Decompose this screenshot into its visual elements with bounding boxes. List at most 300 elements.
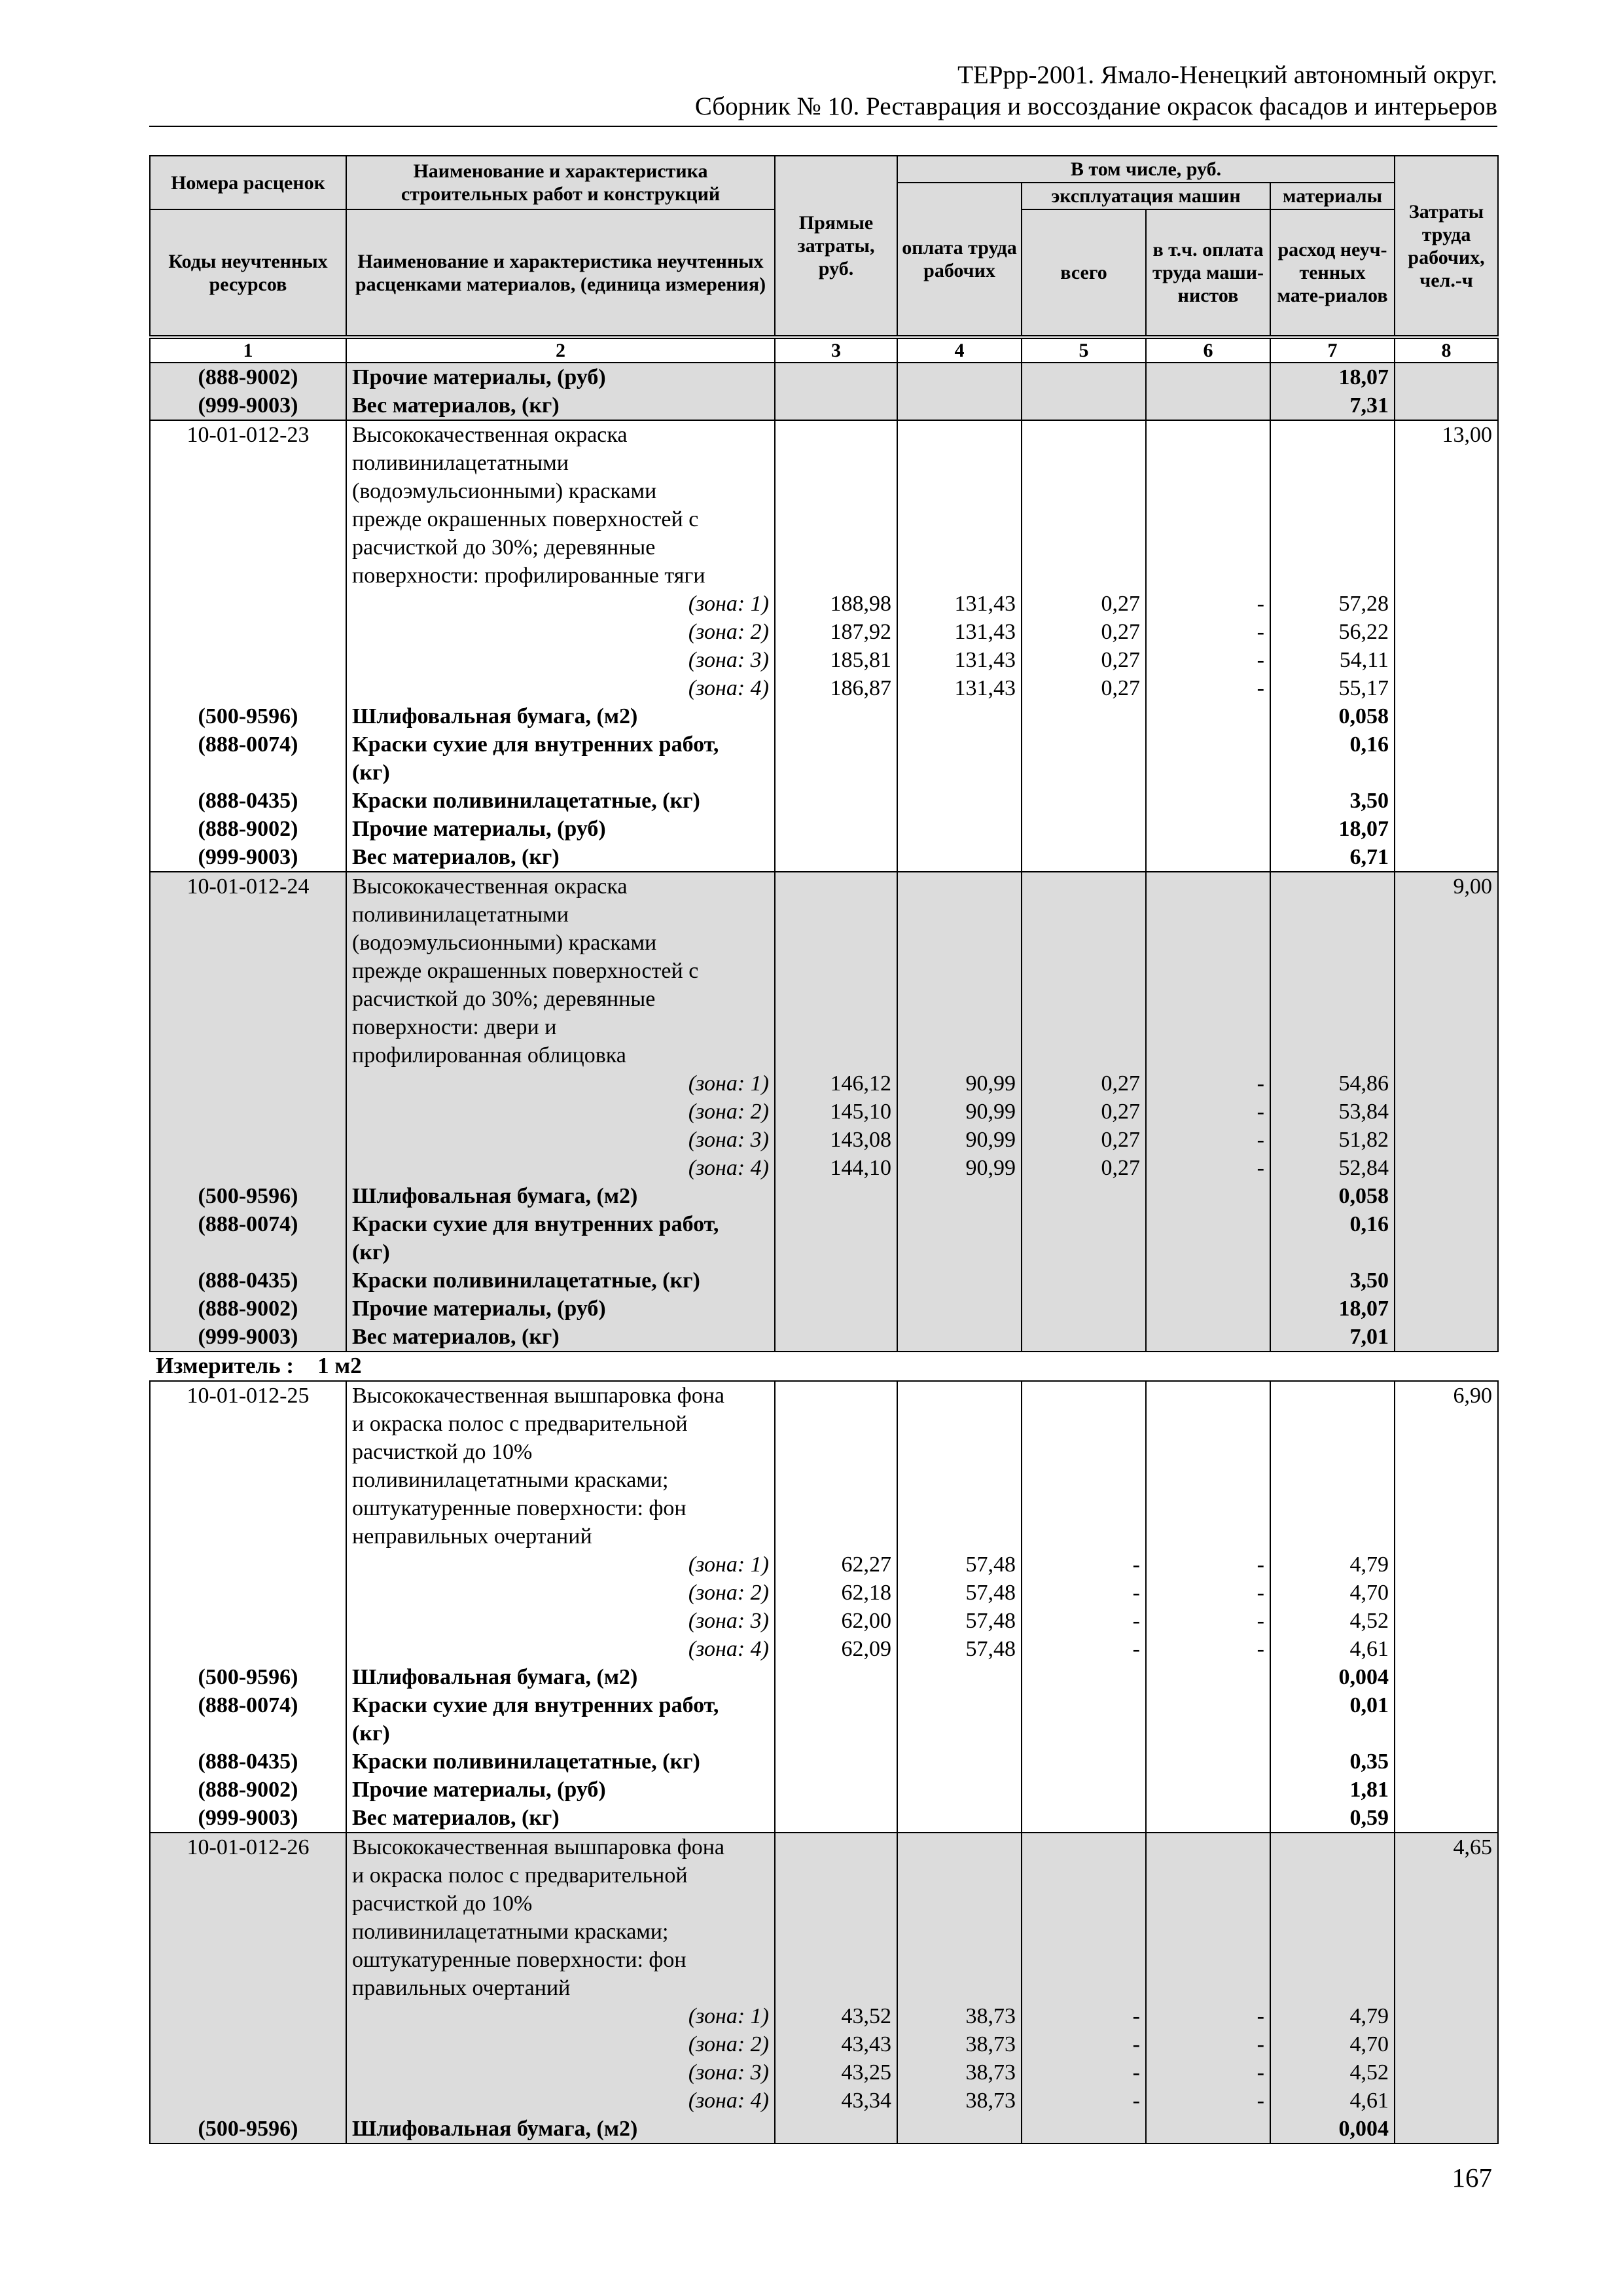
empty-cell bbox=[1022, 1890, 1146, 1918]
operator-pay: - bbox=[1146, 2058, 1270, 2087]
rate-description: Высококачественная окраска bbox=[346, 872, 775, 901]
direct-cost: 43,25 bbox=[775, 2058, 897, 2087]
empty-cell bbox=[775, 1833, 897, 1861]
col-num-5: 5 bbox=[1022, 338, 1146, 363]
empty-cell bbox=[150, 985, 346, 1013]
materials-cost: 4,52 bbox=[1270, 1607, 1395, 1635]
empty-cell bbox=[775, 1719, 897, 1748]
col-header-material-use: расход неуч-тенных мате-риалов bbox=[1270, 209, 1395, 336]
worker-pay: 131,43 bbox=[897, 618, 1022, 646]
empty-cell bbox=[1395, 1266, 1498, 1295]
resource-name: Шлифовальная бумага, (м2) bbox=[346, 1182, 775, 1210]
resource-code: (888-0435) bbox=[150, 1748, 346, 1776]
empty-cell bbox=[1270, 420, 1395, 449]
rate-description: поливинилацетатными bbox=[346, 449, 775, 477]
direct-cost: 43,52 bbox=[775, 2002, 897, 2030]
empty-cell bbox=[1022, 562, 1146, 590]
machines-total: - bbox=[1022, 1579, 1146, 1607]
rate-code: 10-01-012-25 bbox=[150, 1381, 346, 1410]
empty-cell bbox=[775, 363, 897, 391]
machines-total: - bbox=[1022, 2058, 1146, 2087]
resource-row bbox=[150, 1295, 1498, 1323]
resource-name: (кг) bbox=[346, 759, 775, 787]
empty-cell bbox=[1022, 1013, 1146, 1041]
resource-row bbox=[150, 391, 1498, 420]
empty-cell bbox=[897, 1266, 1022, 1295]
empty-cell bbox=[1146, 1266, 1270, 1295]
resource-row bbox=[150, 363, 1498, 391]
zone-row bbox=[150, 1154, 1498, 1182]
resource-row bbox=[150, 787, 1498, 815]
machines-total: 0,27 bbox=[1022, 590, 1146, 618]
resource-code: (888-9002) bbox=[150, 815, 346, 843]
empty-cell bbox=[1395, 1663, 1498, 1691]
operator-pay: - bbox=[1146, 1579, 1270, 1607]
empty-cell bbox=[1022, 2115, 1146, 2144]
empty-cell bbox=[1395, 1438, 1498, 1466]
empty-cell bbox=[1146, 1323, 1270, 1352]
resource-row bbox=[150, 702, 1498, 730]
col-num-8: 8 bbox=[1395, 338, 1498, 363]
empty-cell bbox=[1022, 759, 1146, 787]
empty-cell bbox=[150, 1126, 346, 1154]
description-row bbox=[150, 449, 1498, 477]
empty-cell bbox=[150, 1069, 346, 1098]
resource-name: Шлифовальная бумага, (м2) bbox=[346, 2115, 775, 2144]
resource-row bbox=[150, 1238, 1498, 1266]
empty-cell bbox=[775, 929, 897, 957]
empty-cell bbox=[897, 815, 1022, 843]
empty-cell bbox=[1395, 1069, 1498, 1098]
direct-cost: 43,34 bbox=[775, 2087, 897, 2115]
zone-row bbox=[150, 1635, 1498, 1663]
zone-label: (зона: 3) bbox=[346, 1126, 775, 1154]
resource-name: (кг) bbox=[346, 1238, 775, 1266]
machines-total: - bbox=[1022, 1635, 1146, 1663]
zone-label: (зона: 2) bbox=[346, 2030, 775, 2058]
rate-description: правильных очертаний bbox=[346, 1974, 775, 2002]
empty-cell bbox=[1022, 1918, 1146, 1946]
empty-cell bbox=[897, 1295, 1022, 1323]
empty-cell bbox=[1395, 1551, 1498, 1579]
empty-cell bbox=[1146, 1691, 1270, 1719]
empty-cell bbox=[1022, 420, 1146, 449]
empty-cell bbox=[897, 505, 1022, 533]
rate-block bbox=[150, 1833, 1498, 2144]
empty-cell bbox=[775, 1776, 897, 1804]
empty-cell bbox=[775, 1918, 897, 1946]
direct-cost: 143,08 bbox=[775, 1126, 897, 1154]
materials-cost: 51,82 bbox=[1270, 1126, 1395, 1154]
col-header-resource-codes: Коды неучтенных ресурсов bbox=[150, 209, 346, 336]
resource-qty: 6,71 bbox=[1270, 843, 1395, 872]
resource-code bbox=[150, 759, 346, 787]
resource-row bbox=[150, 1776, 1498, 1804]
empty-cell bbox=[150, 957, 346, 985]
rate-description: Высококачественная вышпаровка фона bbox=[346, 1381, 775, 1410]
empty-cell bbox=[150, 1410, 346, 1438]
materials-cost: 4,70 bbox=[1270, 2030, 1395, 2058]
empty-cell bbox=[1022, 1663, 1146, 1691]
operator-pay: - bbox=[1146, 1635, 1270, 1663]
col-header-work-name: Наименование и характеристика строительных работ и конструкций bbox=[346, 156, 775, 209]
zone-label: (зона: 3) bbox=[346, 646, 775, 674]
empty-cell bbox=[897, 477, 1022, 505]
empty-cell bbox=[775, 815, 897, 843]
zone-label: (зона: 1) bbox=[346, 1551, 775, 1579]
empty-cell bbox=[1395, 2087, 1498, 2115]
empty-cell bbox=[897, 1522, 1022, 1551]
empty-cell bbox=[1022, 1438, 1146, 1466]
resource-code: (999-9003) bbox=[150, 1323, 346, 1352]
resource-row bbox=[150, 1210, 1498, 1238]
empty-cell bbox=[150, 1861, 346, 1890]
rate-description: расчисткой до 10% bbox=[346, 1890, 775, 1918]
resource-name: Прочие материалы, (руб) bbox=[346, 1295, 775, 1323]
empty-cell bbox=[1146, 449, 1270, 477]
machines-total: 0,27 bbox=[1022, 1098, 1146, 1126]
direct-cost: 62,00 bbox=[775, 1607, 897, 1635]
materials-cost: 57,28 bbox=[1270, 590, 1395, 618]
empty-cell bbox=[150, 2030, 346, 2058]
empty-cell bbox=[1270, 1438, 1395, 1466]
resource-qty: 3,50 bbox=[1270, 1266, 1395, 1295]
empty-cell bbox=[775, 702, 897, 730]
empty-cell bbox=[1146, 1833, 1270, 1861]
empty-cell bbox=[1146, 2115, 1270, 2144]
empty-cell bbox=[1270, 929, 1395, 957]
resource-row bbox=[150, 1748, 1498, 1776]
empty-cell bbox=[775, 1210, 897, 1238]
resource-code: (500-9596) bbox=[150, 1182, 346, 1210]
empty-cell bbox=[1270, 1522, 1395, 1551]
empty-cell bbox=[1395, 1238, 1498, 1266]
labor-hours: 13,00 bbox=[1395, 420, 1498, 449]
empty-cell bbox=[897, 1833, 1022, 1861]
empty-cell bbox=[1395, 1466, 1498, 1494]
machines-total: 0,27 bbox=[1022, 618, 1146, 646]
empty-cell bbox=[1270, 477, 1395, 505]
empty-cell bbox=[1395, 1890, 1498, 1918]
empty-cell bbox=[150, 533, 346, 562]
description-row bbox=[150, 1041, 1498, 1069]
materials-cost: 4,61 bbox=[1270, 2087, 1395, 2115]
empty-cell bbox=[1022, 1041, 1146, 1069]
empty-cell bbox=[1395, 1748, 1498, 1776]
rate-description: оштукатуренные поверхности: фон bbox=[346, 1946, 775, 1974]
resource-code: (500-9596) bbox=[150, 2115, 346, 2144]
empty-cell bbox=[1146, 1295, 1270, 1323]
empty-cell bbox=[897, 1210, 1022, 1238]
empty-cell bbox=[775, 391, 897, 420]
operator-pay: - bbox=[1146, 2002, 1270, 2030]
labor-hours: 6,90 bbox=[1395, 1381, 1498, 1410]
resource-code: (888-0074) bbox=[150, 1210, 346, 1238]
empty-cell bbox=[1146, 1890, 1270, 1918]
zone-row bbox=[150, 2002, 1498, 2030]
empty-cell bbox=[1395, 2115, 1498, 2144]
rate-description: оштукатуренные поверхности: фон bbox=[346, 1494, 775, 1522]
empty-cell bbox=[1146, 957, 1270, 985]
labor-hours: 9,00 bbox=[1395, 872, 1498, 901]
empty-cell bbox=[1022, 787, 1146, 815]
empty-cell bbox=[897, 985, 1022, 1013]
col-header-direct-costs: Прямые затраты, руб. bbox=[775, 156, 897, 336]
empty-cell bbox=[1022, 872, 1146, 901]
empty-cell bbox=[897, 363, 1022, 391]
empty-cell bbox=[1395, 1607, 1498, 1635]
empty-cell bbox=[897, 391, 1022, 420]
empty-cell bbox=[150, 646, 346, 674]
empty-cell bbox=[1395, 477, 1498, 505]
rate-description: расчисткой до 30%; деревянные bbox=[346, 985, 775, 1013]
empty-cell bbox=[1022, 449, 1146, 477]
worker-pay: 90,99 bbox=[897, 1126, 1022, 1154]
empty-cell bbox=[150, 505, 346, 533]
empty-cell bbox=[1146, 985, 1270, 1013]
empty-cell bbox=[150, 1438, 346, 1466]
empty-cell bbox=[775, 1804, 897, 1833]
description-row bbox=[150, 1381, 1498, 1410]
empty-cell bbox=[775, 957, 897, 985]
empty-cell bbox=[897, 901, 1022, 929]
empty-cell bbox=[897, 1438, 1022, 1466]
operator-pay: - bbox=[1146, 1069, 1270, 1098]
empty-cell bbox=[150, 477, 346, 505]
zone-row bbox=[150, 618, 1498, 646]
rate-description: Высококачественная вышпаровка фона bbox=[346, 1833, 775, 1861]
empty-cell bbox=[1022, 929, 1146, 957]
direct-cost: 62,09 bbox=[775, 1635, 897, 1663]
empty-cell bbox=[1395, 843, 1498, 872]
empty-cell bbox=[1270, 1974, 1395, 2002]
empty-cell bbox=[897, 1918, 1022, 1946]
direct-cost: 188,98 bbox=[775, 590, 897, 618]
worker-pay: 38,73 bbox=[897, 2087, 1022, 2115]
resource-code: (888-0074) bbox=[150, 1691, 346, 1719]
empty-cell bbox=[775, 449, 897, 477]
empty-cell bbox=[1270, 533, 1395, 562]
empty-cell bbox=[1270, 1041, 1395, 1069]
resource-row bbox=[150, 1323, 1498, 1352]
empty-cell bbox=[1395, 1946, 1498, 1974]
empty-cell bbox=[1022, 1522, 1146, 1551]
empty-cell bbox=[1022, 477, 1146, 505]
empty-cell bbox=[1395, 1494, 1498, 1522]
empty-cell bbox=[1022, 1804, 1146, 1833]
resource-code bbox=[150, 1238, 346, 1266]
empty-cell bbox=[1395, 562, 1498, 590]
empty-cell bbox=[897, 1041, 1022, 1069]
description-row bbox=[150, 929, 1498, 957]
zone-label: (зона: 1) bbox=[346, 1069, 775, 1098]
resource-name: Вес материалов, (кг) bbox=[346, 1804, 775, 1833]
resource-row bbox=[150, 730, 1498, 759]
direct-cost: 187,92 bbox=[775, 618, 897, 646]
empty-cell bbox=[775, 901, 897, 929]
description-row bbox=[150, 1974, 1498, 2002]
empty-cell bbox=[1022, 1974, 1146, 2002]
resource-qty: 0,59 bbox=[1270, 1804, 1395, 1833]
empty-cell bbox=[1395, 985, 1498, 1013]
description-row bbox=[150, 562, 1498, 590]
zone-row bbox=[150, 2058, 1498, 2087]
empty-cell bbox=[775, 787, 897, 815]
resource-qty: 0,01 bbox=[1270, 1691, 1395, 1719]
empty-cell bbox=[1022, 1861, 1146, 1890]
empty-cell bbox=[775, 730, 897, 759]
empty-cell bbox=[897, 2115, 1022, 2144]
resource-code: (999-9003) bbox=[150, 843, 346, 872]
empty-cell bbox=[1395, 1579, 1498, 1607]
empty-cell bbox=[1395, 1522, 1498, 1551]
col-num-6: 6 bbox=[1146, 338, 1270, 363]
description-row bbox=[150, 505, 1498, 533]
header-line-2: Сборник № 10. Реставрация и воссоздание окрасок фасадов и интерьеров bbox=[694, 92, 1497, 120]
description-row bbox=[150, 985, 1498, 1013]
zone-label: (зона: 1) bbox=[346, 590, 775, 618]
empty-cell bbox=[1146, 562, 1270, 590]
empty-cell bbox=[150, 618, 346, 646]
empty-cell bbox=[775, 1295, 897, 1323]
empty-cell bbox=[1022, 1833, 1146, 1861]
empty-cell bbox=[775, 843, 897, 872]
empty-cell bbox=[1146, 730, 1270, 759]
empty-cell bbox=[150, 562, 346, 590]
empty-cell bbox=[1146, 787, 1270, 815]
empty-cell bbox=[897, 1719, 1022, 1748]
machines-total: - bbox=[1022, 1607, 1146, 1635]
col-num-2: 2 bbox=[346, 338, 775, 363]
empty-cell bbox=[1022, 1381, 1146, 1410]
direct-cost: 146,12 bbox=[775, 1069, 897, 1098]
empty-cell bbox=[1395, 1719, 1498, 1748]
description-row bbox=[150, 1890, 1498, 1918]
table-header bbox=[149, 155, 1499, 336]
empty-cell bbox=[1022, 1238, 1146, 1266]
empty-cell bbox=[1146, 505, 1270, 533]
direct-cost: 62,18 bbox=[775, 1579, 897, 1607]
resource-row bbox=[150, 1266, 1498, 1295]
page-number: 167 bbox=[1452, 2162, 1492, 2193]
empty-cell bbox=[775, 505, 897, 533]
operator-pay: - bbox=[1146, 618, 1270, 646]
zone-label: (зона: 4) bbox=[346, 2087, 775, 2115]
empty-cell bbox=[1270, 1013, 1395, 1041]
resource-qty: 0,004 bbox=[1270, 2115, 1395, 2144]
empty-cell bbox=[1022, 1182, 1146, 1210]
empty-cell bbox=[1146, 1776, 1270, 1804]
empty-cell bbox=[897, 787, 1022, 815]
empty-cell bbox=[1270, 1918, 1395, 1946]
rate-block bbox=[150, 872, 1498, 1352]
empty-cell bbox=[775, 1466, 897, 1494]
empty-cell bbox=[1395, 590, 1498, 618]
direct-cost: 144,10 bbox=[775, 1154, 897, 1182]
zone-row bbox=[150, 590, 1498, 618]
empty-cell bbox=[897, 449, 1022, 477]
empty-cell bbox=[1146, 1946, 1270, 1974]
empty-cell bbox=[897, 1182, 1022, 1210]
zone-row bbox=[150, 1607, 1498, 1635]
worker-pay: 57,48 bbox=[897, 1607, 1022, 1635]
empty-cell bbox=[150, 590, 346, 618]
empty-cell bbox=[775, 1974, 897, 2002]
empty-cell bbox=[897, 1691, 1022, 1719]
empty-cell bbox=[150, 1974, 346, 2002]
empty-cell bbox=[150, 1918, 346, 1946]
empty-cell bbox=[1395, 1154, 1498, 1182]
empty-cell bbox=[1146, 1663, 1270, 1691]
empty-cell bbox=[150, 1890, 346, 1918]
rate-description: прежде окрашенных поверхностей с bbox=[346, 957, 775, 985]
measure-value: 1 м2 bbox=[317, 1353, 362, 1378]
empty-cell bbox=[897, 1804, 1022, 1833]
description-row bbox=[150, 477, 1498, 505]
empty-cell bbox=[1146, 1918, 1270, 1946]
empty-cell bbox=[1022, 1210, 1146, 1238]
worker-pay: 90,99 bbox=[897, 1098, 1022, 1126]
empty-cell bbox=[775, 1182, 897, 1210]
empty-cell bbox=[1395, 702, 1498, 730]
resource-qty: 0,35 bbox=[1270, 1748, 1395, 1776]
rate-description: профилированная облицовка bbox=[346, 1041, 775, 1069]
empty-cell bbox=[1146, 1719, 1270, 1748]
machines-total: - bbox=[1022, 2030, 1146, 2058]
resource-code: (888-0435) bbox=[150, 787, 346, 815]
resource-qty bbox=[1270, 1719, 1395, 1748]
empty-cell bbox=[150, 1013, 346, 1041]
worker-pay: 57,48 bbox=[897, 1551, 1022, 1579]
machines-total: - bbox=[1022, 2002, 1146, 2030]
resource-row bbox=[150, 1804, 1498, 1833]
materials-cost: 54,86 bbox=[1270, 1069, 1395, 1098]
direct-cost: 186,87 bbox=[775, 674, 897, 702]
empty-cell bbox=[775, 1691, 897, 1719]
rate-block bbox=[150, 1381, 1498, 1833]
col-num-3: 3 bbox=[775, 338, 897, 363]
empty-cell bbox=[1270, 872, 1395, 901]
header-line-1: ТЕРрр-2001. Ямало-Ненецкий автономный округ. bbox=[957, 61, 1497, 89]
empty-cell bbox=[1395, 2030, 1498, 2058]
empty-cell bbox=[1022, 1946, 1146, 1974]
operator-pay: - bbox=[1146, 2030, 1270, 2058]
machines-total: - bbox=[1022, 2087, 1146, 2115]
materials-cost: 4,79 bbox=[1270, 1551, 1395, 1579]
empty-cell bbox=[1022, 1748, 1146, 1776]
description-row bbox=[150, 533, 1498, 562]
resource-qty: 18,07 bbox=[1270, 363, 1395, 391]
operator-pay: - bbox=[1146, 1154, 1270, 1182]
empty-cell bbox=[1146, 1438, 1270, 1466]
resource-qty: 0,004 bbox=[1270, 1663, 1395, 1691]
empty-cell bbox=[897, 730, 1022, 759]
empty-cell bbox=[1395, 618, 1498, 646]
resource-name: Вес материалов, (кг) bbox=[346, 391, 775, 420]
zone-label: (зона: 4) bbox=[346, 1154, 775, 1182]
machines-total: 0,27 bbox=[1022, 674, 1146, 702]
materials-cost: 4,52 bbox=[1270, 2058, 1395, 2087]
empty-cell bbox=[1270, 562, 1395, 590]
empty-cell bbox=[150, 1635, 346, 1663]
empty-cell bbox=[1395, 674, 1498, 702]
empty-cell bbox=[1146, 759, 1270, 787]
empty-cell bbox=[775, 1663, 897, 1691]
operator-pay: - bbox=[1146, 1098, 1270, 1126]
rate-description: и окраска полос с предварительной bbox=[346, 1861, 775, 1890]
empty-cell bbox=[775, 1013, 897, 1041]
description-row bbox=[150, 872, 1498, 901]
